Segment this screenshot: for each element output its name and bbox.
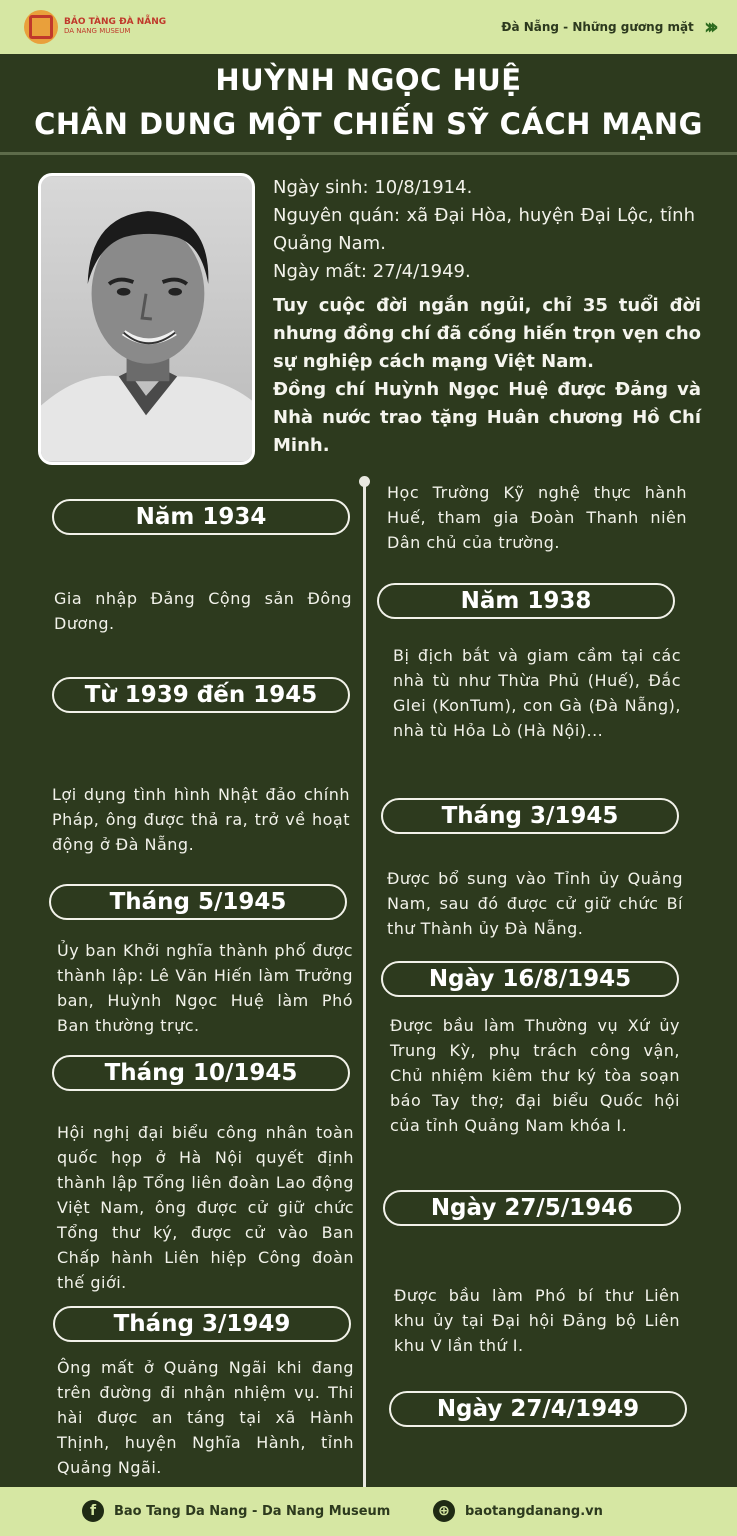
tagline-text: Đà Nẵng - Những gương mặt <box>501 20 694 34</box>
footer-bar <box>0 1487 737 1536</box>
facebook-link[interactable] <box>82 1500 390 1522</box>
timeline-description: Ủy ban Khởi nghĩa thành phố được thành lập: Lê Văn Hiến làm Trưởng ban, Huỳnh Ngọc Huệ làm Phó Ban thường trực. <box>57 941 353 1035</box>
timeline-description: Được bầu làm Thường vụ Xứ ủy Trung Kỳ, phụ trách công vận, Chủ nhiệm kiêm thư ký tòa soạn báo Tay thợ; đại biểu Quốc hội của tỉnh Quảng Nam khóa I. <box>390 1016 680 1135</box>
timeline-description: Ông mất ở Quảng Ngãi khi đang trên đường đi nhận nhiệm vụ. Thi hài được an táng tại xã Hành Thịnh, huyện Nghĩa Hành, tỉnh Quảng Ngãi. <box>57 1358 354 1477</box>
timeline-description: Lợi dụng tình hình Nhật đảo chính Pháp, ông được thả ra, trở về hoạt động ở Đà Nẵng. <box>52 785 350 854</box>
bio-summary <box>273 292 701 460</box>
facebook-icon: f <box>82 1500 104 1522</box>
website-url: baotangdanang.vn <box>465 1503 603 1519</box>
title-divider <box>0 152 737 155</box>
title-name: HUỲNH NGỌC HUỆ <box>215 63 522 97</box>
summary-paragraph-1: Tuy cuộc đời ngắn ngủi, chỉ 35 tuổi đời nhưng đồng chí đã cống hiến trọn vẹn cho sự nghiệp cách mạng Việt Nam. <box>273 295 701 372</box>
portrait-photo <box>38 173 255 465</box>
top-bar <box>0 0 737 54</box>
origin: Nguyên quán: xã Đại Hòa, huyện Đại Lộc, tỉnh Quảng Nam. <box>273 205 695 254</box>
timeline-label: Năm 1938 <box>377 583 675 619</box>
timeline-label: Từ 1939 đến 1945 <box>52 677 350 713</box>
timeline-description: Được bổ sung vào Tỉnh ủy Quảng Nam, sau đó được cử giữ chức Bí thư Thành ủy Đà Nẵng. <box>387 869 683 938</box>
timeline-label: Năm 1934 <box>52 499 350 535</box>
timeline-label: Tháng 3/1949 <box>53 1306 351 1342</box>
death-date: Ngày mất: 27/4/1949. <box>273 261 471 282</box>
title-subtitle: CHÂN DUNG MỘT CHIẾN SỸ CÁCH MẠNG <box>34 107 703 141</box>
timeline-description: Bị địch bắt và giam cầm tại các nhà tù như Thừa Phủ (Huế), Đắc Glei (KonTum), con Gà (Đà Nẵng), nhà tù Hỏa Lò (Hà Nội)... <box>393 646 681 740</box>
timeline-description: Được bầu làm Phó bí thư Liên khu ủy tại Đại hội Đảng bộ Liên khu V lần thứ I. <box>394 1286 680 1355</box>
timeline-label: Ngày 16/8/1945 <box>381 961 679 997</box>
timeline-description: Học Trường Kỹ nghệ thực hành Huế, tham gia Đoàn Thanh niên Dân chủ của trường. <box>387 483 687 552</box>
timeline-label: Tháng 5/1945 <box>49 884 347 920</box>
timeline-label: Ngày 27/4/1949 <box>389 1391 687 1427</box>
timeline-label: Ngày 27/5/1946 <box>383 1190 681 1226</box>
birth-date: Ngày sinh: 10/8/1914. <box>273 177 473 198</box>
museum-logo-icon <box>24 10 58 44</box>
timeline-description: Hội nghị đại biểu công nhân toàn quốc họp ở Hà Nội quyết định thành lập Tổng liên đoàn Lao động Việt Nam, ông được cử giữ chức Tổng thư ký, được cử vào Ban Chấp hành Liên hiệp Công đoàn thế giới. <box>57 1123 354 1292</box>
timeline-label: Tháng 10/1945 <box>52 1055 350 1091</box>
museum-logo[interactable] <box>24 10 166 44</box>
summary-paragraph-2: Đồng chí Huỳnh Ngọc Huệ được Đảng và Nhà nước trao tặng Huân chương Hồ Chí Minh. <box>273 379 701 456</box>
chevron-right-icon: ››› <box>703 14 713 40</box>
facebook-page-name: Bao Tang Da Nang - Da Nang Museum <box>114 1503 391 1519</box>
timeline-label: Tháng 3/1945 <box>381 798 679 834</box>
globe-icon: ⊕ <box>433 1500 455 1522</box>
portrait-illustration <box>41 176 252 462</box>
logo-name-vn: BẢO TÀNG ĐÀ NẴNG <box>64 17 167 28</box>
website-link[interactable] <box>433 1500 603 1522</box>
logo-name-en: DA NANG MUSEUM <box>64 27 131 36</box>
bio-facts <box>273 174 695 286</box>
timeline-axis <box>363 478 366 1488</box>
page-title <box>0 58 737 146</box>
series-tagline <box>501 15 713 40</box>
timeline-description: Gia nhập Đảng Cộng sản Đông Dương. <box>54 589 352 633</box>
